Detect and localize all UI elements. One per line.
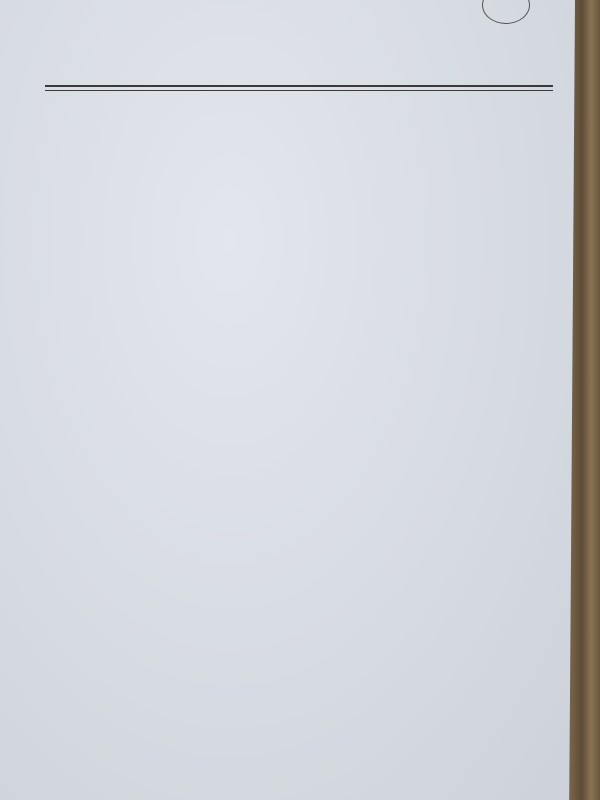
wooden-table-background xyxy=(570,0,600,800)
letterhead-rule-thin xyxy=(45,90,553,91)
handwritten-circle-mark xyxy=(482,0,530,24)
letterhead-rule-thick xyxy=(45,85,553,87)
